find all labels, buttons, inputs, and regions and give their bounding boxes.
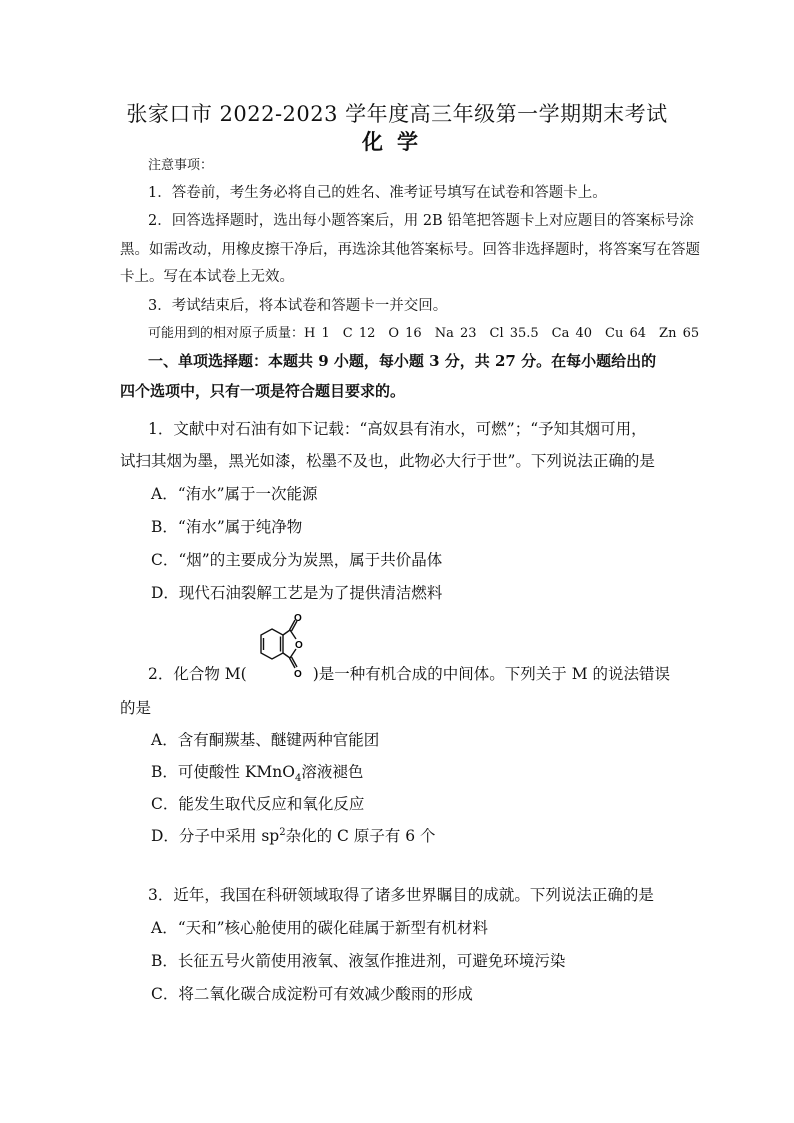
notice-heading: 注意事项： [148, 158, 214, 173]
q2-option-b-text: B．可使酸性 KMnO [151, 763, 295, 781]
q2-stem-after: )是一种有机合成的中间体。下列关于 M 的说法错误 [312, 665, 670, 683]
q2-stem [148, 662, 670, 684]
q2-option-d [151, 824, 436, 846]
q2-stem-cont: 的是 [120, 699, 152, 717]
q3-option-a: A．“天和”核心舱使用的碳化硅属于新型有机材料 [151, 919, 489, 937]
section-heading-cont: 四个选项中，只有一项是符合题目要求的。 [120, 382, 406, 400]
q3-stem: 3．近年，我国在科研领域取得了诸多世界瞩目的成就。下列说法正确的是 [148, 886, 654, 904]
atom-label-o-ring: O [295, 640, 303, 651]
notice-item-2-end: 卡上。写在本试卷上无效。 [120, 269, 294, 285]
atom-label-o-bottom: O [294, 669, 302, 680]
q1-option-d: D．现代石油裂解工艺是为了提供清洁燃料 [151, 584, 443, 602]
q2-stem-before: 2．化合物 M( [148, 665, 247, 683]
atom-label-o-top: O [294, 613, 302, 624]
q1-option-b: B．“洧水”属于纯净物 [151, 518, 303, 536]
notice-item-2-cont: 黑。如需改动，用橡皮擦干净后，再选涂其他答案标号。回答非选择题时，将答案写在答题 [120, 242, 700, 258]
q3-option-c: C．将二氧化碳合成淀粉可有效减少酸雨的形成 [151, 985, 473, 1003]
q2-option-b [151, 760, 363, 784]
atomic-masses: 可能用到的相对原子质量：H 1 C 12 O 16 Na 23 Cl 35.5 Ca 40 Cu 64 Zn 65 [148, 326, 700, 341]
notice-item-1: 1．答卷前，考生务必将自己的姓名、准考证号填写在试卷和答题卡上。 [148, 185, 607, 201]
q1-stem-cont: 试扫其烟为墨，黑光如漆，松墨不及也，此物必大行于世”。下列说法正确的是 [120, 452, 655, 470]
q1-stem: 1．文献中对石油有如下记载：“高奴县有洧水，可燃”；“予知其烟可用， [148, 420, 647, 438]
q1-option-a: A．“洧水”属于一次能源 [151, 485, 318, 503]
exam-subject: 化学 [362, 129, 432, 154]
q3-option-b: B．长征五号火箭使用液氧、液氢作推进剂，可避免环境污染 [151, 952, 566, 970]
q2-option-d-text: D．分子中采用 sp [151, 827, 280, 845]
q2-option-d-superscript: 2 [279, 826, 286, 838]
notice-item-3: 3．考试结束后，将本试卷和答题卡一并交回。 [148, 298, 448, 314]
q2-option-b-subscript: 4 [294, 773, 302, 785]
q2-option-d-suffix: 杂化的 C 原子有 6 个 [285, 827, 436, 845]
q2-option-b-suffix: 溶液褪色 [301, 763, 364, 781]
section-heading: 一、单项选择题：本题共 9 小题，每小题 3 分，共 27 分。在每小题给出的 [148, 352, 657, 370]
q1-option-c: C．“烟”的主要成分为炭黑，属于共价晶体 [151, 551, 443, 569]
exam-title: 张家口市 2022-2023 学年度高三年级第一学期期末考试 [126, 102, 668, 126]
q2-option-a: A．含有酮羰基、醚键两种官能团 [151, 731, 380, 749]
notice-item-2: 2．回答选择题时，选出每小题答案后，用 2B 铅笔把答题卡上对应题目的答案标号涂 [148, 213, 694, 229]
q2-option-c: C．能发生取代反应和氧化反应 [151, 795, 365, 813]
